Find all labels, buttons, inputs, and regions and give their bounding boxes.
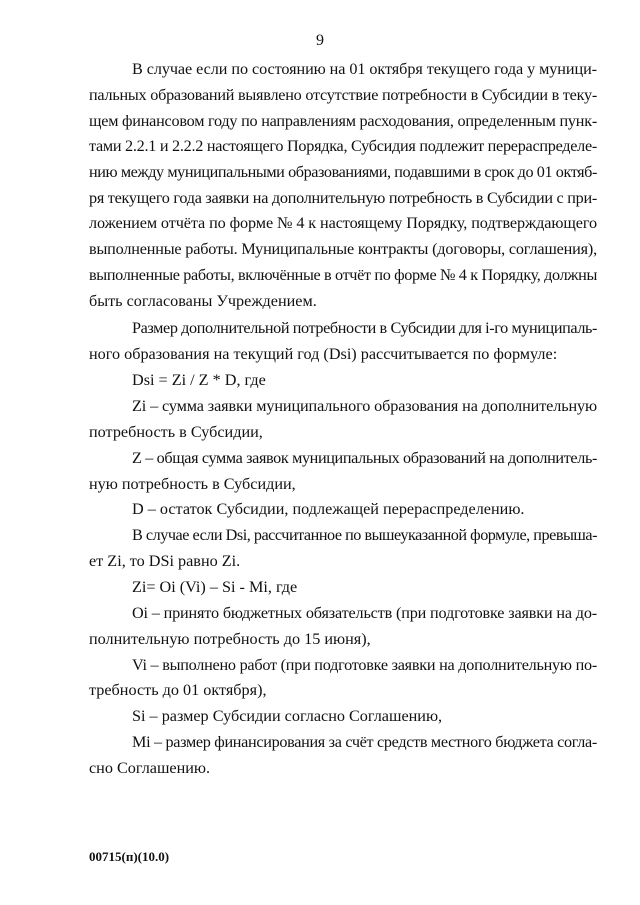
formula-line: Dsi = Zi / Z * D, где — [132, 371, 266, 389]
text-line: полнительную потребность до 15 июня), — [89, 630, 371, 648]
text-line: ря текущего года заявки на дополнительную потребность в Субсидии с при- — [89, 189, 597, 207]
text-line: нию между муниципальными образованиями, подавшими в срок до 01 октяб- — [89, 163, 597, 181]
formula-line: Zi= Oi (Vi) – Si - Mi, где — [132, 578, 298, 596]
text-line: сно Соглашению. — [89, 759, 211, 777]
text-line: ную потребность в Субсидии, — [89, 475, 296, 493]
text-line: Mi – размер финансирования за счёт средств местного бюджета согла- — [132, 733, 597, 751]
text-line: тами 2.2.1 и 2.2.2 настоящего Порядка, Субсидия подлежит перераспределе- — [89, 137, 597, 155]
text-line: выполненные работы, включённые в отчёт по форме № 4 к Порядку, должны — [89, 266, 597, 284]
text-line: потребность в Субсидии, — [89, 423, 263, 441]
text-line: ложением отчёта по форме № 4 к настоящему Порядку, подтверждающего — [89, 214, 597, 232]
text-line: требность до 01 октября), — [89, 681, 267, 699]
page-number: 9 — [316, 32, 324, 49]
text-line: Oi – принято бюджетных обязательств (при подготовке заявки на до- — [132, 604, 597, 622]
text-line: Zi – сумма заявки муниципального образования на дополнительную — [132, 397, 597, 415]
text-line: пальных образований выявлено отсутствие потребности в Субсидии в теку- — [89, 86, 597, 104]
text-line: щем финансовом году по направлениям расходования, определенным пунк- — [89, 112, 597, 130]
text-line: ного образования на текущий год (Dsi) рассчитывается по формуле: — [89, 345, 558, 363]
text-line: ет Zi, то DSi равно Zi. — [89, 552, 241, 570]
text-line: Размер дополнительной потребности в Субсидии для i-го муниципаль- — [132, 319, 597, 337]
text-line: Vi – выполнено работ (при подготовке заявки на дополнительную по- — [132, 656, 597, 674]
text-line: В случае если по состоянию на 01 октября текущего года у муници- — [132, 60, 597, 78]
text-line: Si – размер Субсидии согласно Соглашению, — [132, 707, 443, 725]
text-line: В случае если Dsi, рассчитанное по вышеуказанной формуле, превыша- — [132, 526, 598, 544]
text-line: выполненные работы. Муниципальные контракты (договоры, соглашения), — [89, 240, 597, 258]
text-line: D – остаток Субсидии, подлежащей перераспределению. — [132, 500, 525, 518]
text-line: Z – общая сумма заявок муниципальных образований на дополнитель- — [132, 449, 597, 467]
document-code: 00715(п)(10.0) — [89, 849, 170, 864]
text-line: быть согласованы Учреждением. — [89, 292, 317, 310]
